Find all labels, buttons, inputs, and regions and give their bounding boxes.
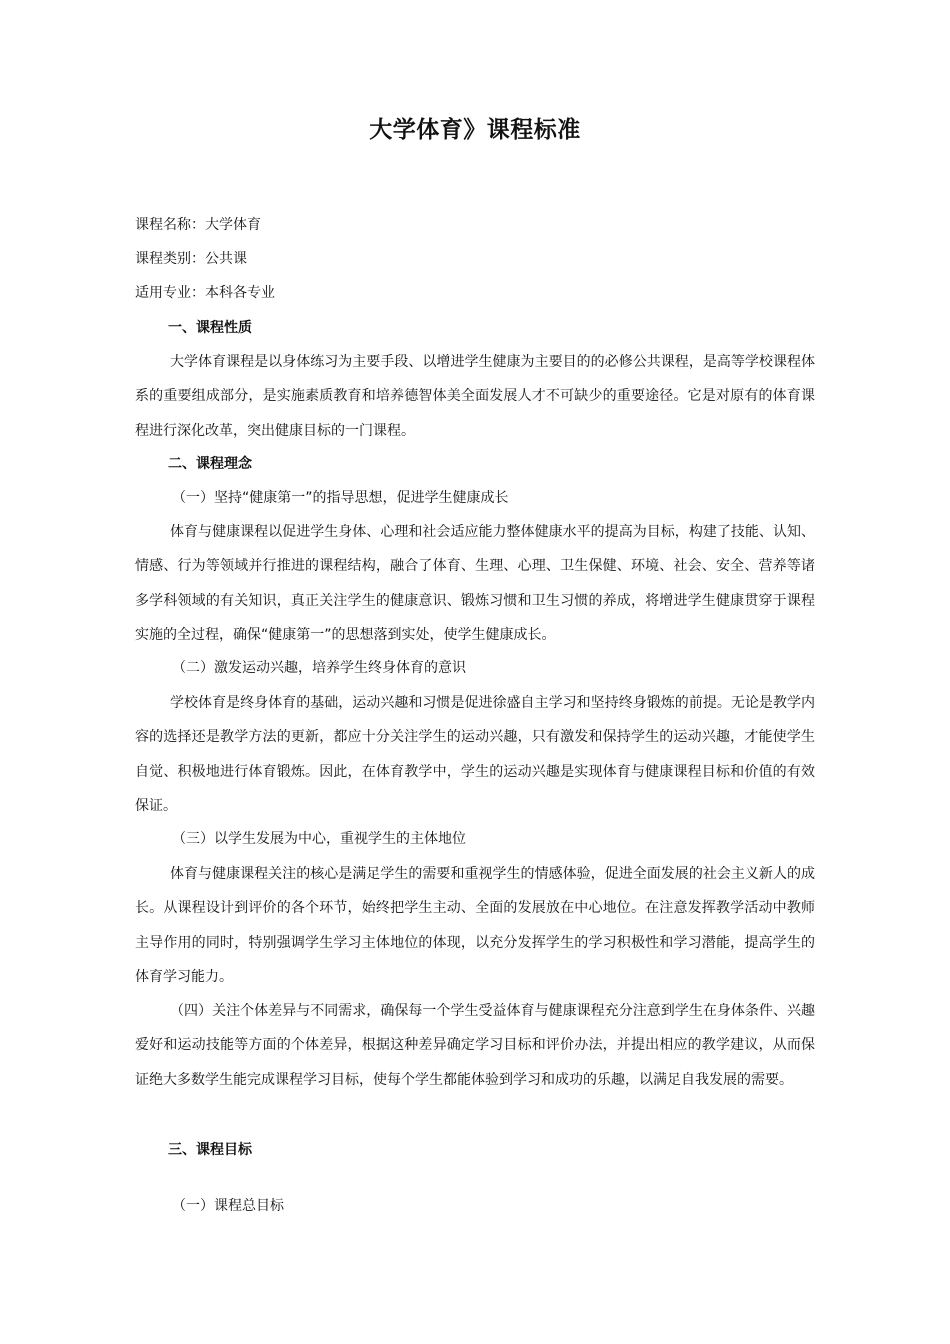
paragraph-individual-differences: （四）关注个体差异与不同需求，确保每一个学生受益体育与健康课程充分注意到学生在身体条件、兴趣爱好和运动技能等方面的个体差异，根据这种差异确定学习目标和评价办法，并提出相应的教学建议，从而保证绝大多数学生能完成课程学习目标，使每个学生都能体验到学习和成功的乐趣，以满足自我发展的需要。 xyxy=(135,1003,815,1088)
course-name: 课程名称：大学体育 xyxy=(135,217,261,233)
paragraph-health-first: 体育与健康课程以促进学生身体、心理和社会适应能力整体健康水平的提高为目标，构建了技能、认知、情感、行为等领域并行推进的课程结构，融合了体育、生理、心理、卫生保健、环境、社会、安全、营养等诸多学科领域的有关知识，真正关注学生的健康意识、锻炼习惯和卫生习惯的养成，将增进学生健康贯穿于课程实施的全过程，确保“健康第一”的思想落到实处，使学生健康成长。 xyxy=(135,524,815,643)
applicable-major: 适用专业：本科各专业 xyxy=(135,285,275,301)
paragraph-nature: 大学体育课程是以身体练习为主要手段、以增进学生健康为主要目的的必修公共课程，是高等学校课程体系的重要组成部分，是实施素质教育和培养德智体美全面发展人才不可缺少的重要途径。它是对原有的体育课程进行深化改革，突出健康目标的一门课程。 xyxy=(135,354,815,439)
section-heading-nature: 一、课程性质 xyxy=(168,320,252,336)
paragraph-interest: 学校体育是终身体育的基础，运动兴趣和习惯是促进徐盛自主学习和坚持终身锻炼的前提。无论是教学内容的选择还是教学方法的更新，都应十分关注学生的运动兴趣，只有激发和保持学生的运动兴趣，才能使学生自觉、积极地进行体育锻炼。因此，在体育教学中，学生的运动兴趣是实现体育与健康课程目标和价值的有效保证。 xyxy=(135,695,815,814)
subheading-health-first: （一）坚持“健康第一”的指导思想，促进学生健康成长 xyxy=(172,490,509,506)
subheading-student-centered: （三）以学生发展为中心，重视学生的主体地位 xyxy=(172,831,466,847)
section-heading-philosophy: 二、课程理念 xyxy=(168,456,252,472)
page-title: 大学体育》课程标准 xyxy=(369,117,581,143)
section-heading-objectives: 三、课程目标 xyxy=(168,1142,252,1158)
subheading-overall-objective: （一）课程总目标 xyxy=(172,1198,284,1214)
paragraph-student-centered: 体育与健康课程关注的核心是满足学生的需要和重视学生的情感体验，促进全面发展的社会主义新人的成长。从课程设计到评价的各个环节，始终把学生主动、全面的发展放在中心地位。在注意发挥教学活动中教师主导作用的同时，特别强调学生学习主体地位的体现，以充分发挥学生的学习积极性和学习潜能，提高学生的体育学习能力。 xyxy=(135,866,815,985)
course-type: 课程类别：公共课 xyxy=(135,251,247,267)
subheading-interest: （二）激发运动兴趣，培养学生终身体育的意识 xyxy=(172,660,466,676)
